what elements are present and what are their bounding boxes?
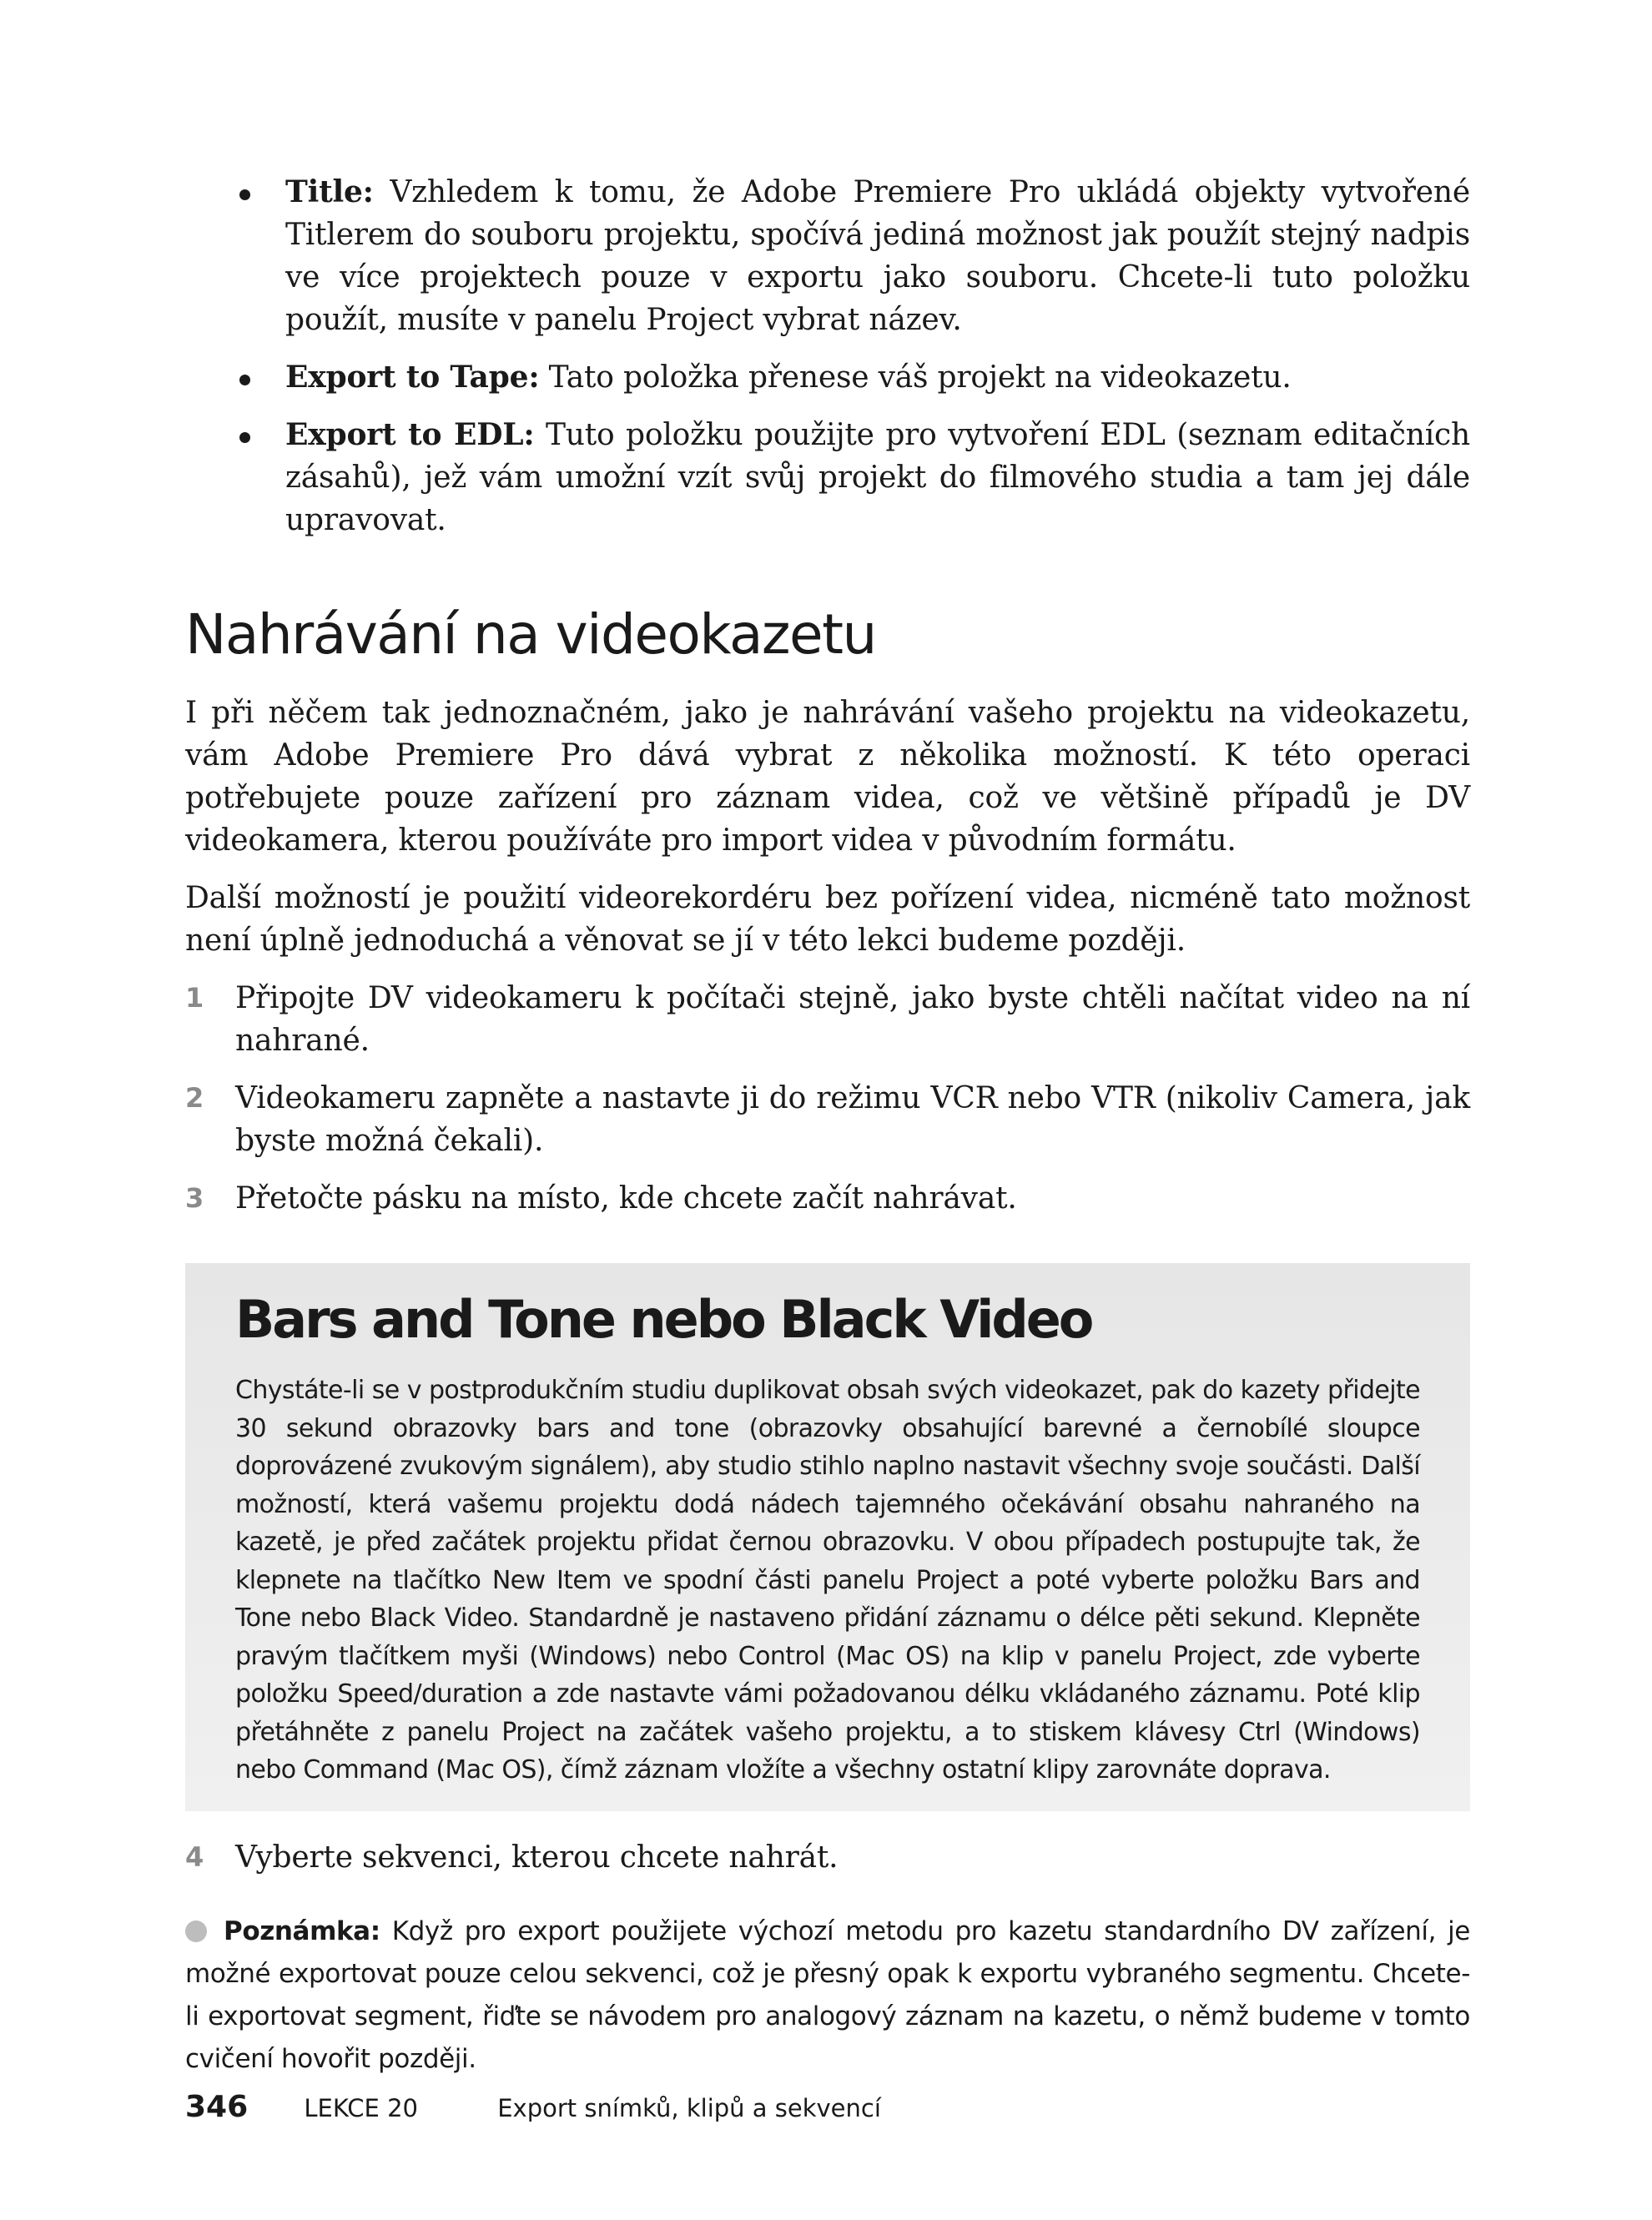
- step-item: [185, 1177, 1470, 1220]
- paragraph: I při něčem tak jednoznačném, jako je nahrávání vašeho projektu na videokazetu, vám Adobe Premiere Pro dává vybrat z několika možností. K této operaci potřebujete pouze zařízení pro záznam videa, což ve většině případů je DV videokamera, kterou používáte pro import videa v původním formátu.: [185, 696, 1470, 858]
- step-item: [185, 977, 1470, 1062]
- bullet-dot-icon: [239, 375, 250, 385]
- bullet-dot-icon: [239, 189, 250, 200]
- bullet-item: [185, 414, 1470, 541]
- step-item: [185, 1836, 1470, 1879]
- step-number: 3: [185, 1182, 204, 1214]
- sidebar-box: [185, 1263, 1470, 1811]
- bullet-term: Export to Tape:: [285, 360, 540, 395]
- bullet-item: [185, 171, 1470, 341]
- page-content: [185, 171, 1470, 2081]
- note-dot-icon: [185, 1920, 207, 1942]
- bullet-term: Title:: [285, 174, 374, 209]
- step-item: [185, 1077, 1470, 1162]
- step-number: 2: [185, 1082, 204, 1114]
- bullet-text: Vzhledem k tomu, že Adobe Premiere Pro ukládá objekty vytvořené Titlerem do souboru projektu, spočívá jediná možnost jak použít stejný nadpis ve více projektech pouze v exportu jako souboru. Chcete-li tuto položku použít, musíte v panelu Project vybrat název.: [285, 175, 1470, 337]
- chapter-title: Export snímků, klipů a sekvencí: [497, 2094, 881, 2122]
- step-text: Připojte DV videokameru k počítači stejně, jako byste chtěli načítat video na ní nahrané.: [235, 981, 1470, 1058]
- step-text: Přetočte pásku na místo, kde chcete začít nahrávat.: [235, 1181, 1017, 1216]
- section-heading: Nahrávání na videokazetu: [185, 602, 876, 667]
- step-number: 4: [185, 1840, 204, 1873]
- step-list: [185, 1836, 1470, 1879]
- page-number: 346: [185, 2090, 249, 2124]
- note-text: Když pro export použijete výchozí metodu pro kazetu standardního DV zařízení, je možné exportovat pouze celou sekvenci, což je přesný opak k exportu vybraného segmentu. Chcete-li exportovat segment, řiďte se návodem pro analogový záznam na kazetu, o němž budeme v tomto cvičení hovořit později.: [185, 1915, 1470, 2074]
- bullet-item: [185, 356, 1470, 399]
- note-block: [185, 1910, 1470, 2081]
- bullet-term: Export to EDL:: [285, 417, 535, 452]
- step-text: Vyberte sekvenci, kterou chcete nahrát.: [235, 1840, 839, 1875]
- note-label: Poznámka:: [224, 1915, 380, 1946]
- bullet-text: Tato položka přenese váš projekt na videokazetu.: [539, 360, 1292, 395]
- sidebar-body: Chystáte-li se v postprodukčním studiu duplikovat obsah svých videokazet, pak do kazety přidejte 30 sekund obrazovky bars and tone (obrazovky obsahující barevné a černobílé sloupce doprovázené zvukovým signálem), aby studio stihlo naplno nastavit všechny svoje součásti. Další možností, která vašemu projektu dodá nádech tajemného očekávání obsahu nahraného na kazetě, je před začátek projektu přidat černou obrazovku. V obou případech postupujte tak, že klepnete na tlačítko New Item ve spodní části panelu Project a poté vyberte položku Bars and Tone nebo Black Video. Standardně je nastaveno přidání záznamu o délce pěti sekund. Klepněte pravým tlačítkem myši (Windows) nebo Control (Mac OS) na klip v panelu Project, zde vyberte položku Speed/duration a zde nastavte vámi požadovanou délku vkládaného záznamu. Poté klip přetáhněte z panelu Project na začátek vašeho projektu, a to stiskem klávesy Ctrl (Windows) nebo Command (Mac OS), čímž záznam vložíte a všechny ostatní klipy zarovnáte doprava.: [235, 1376, 1420, 1785]
- step-list: [185, 977, 1470, 1220]
- step-text: Videokameru zapněte a nastavte ji do režimu VCR nebo VTR (nikoliv Camera, jak byste možná čekali).: [235, 1081, 1470, 1158]
- bullet-dot-icon: [239, 432, 250, 443]
- bullet-list: [185, 171, 1470, 541]
- page-footer: [185, 2090, 881, 2124]
- step-number: 1: [185, 982, 204, 1014]
- sidebar-heading: Bars and Tone nebo Black Video: [235, 1289, 1092, 1350]
- paragraph: Další možností je použití videorekordéru bez pořízení videa, nicméně tato možnost není úplně jednoduchá a věnovat se jí v této lekci budeme později.: [185, 881, 1470, 958]
- bullet-text: Tuto položku použijte pro vytvoření EDL (seznam editačních zásahů), jež vám umožní vzít svůj projekt do filmového studia a tam jej dále upravovat.: [285, 418, 1470, 537]
- lesson-label: LEKCE 20: [304, 2094, 418, 2122]
